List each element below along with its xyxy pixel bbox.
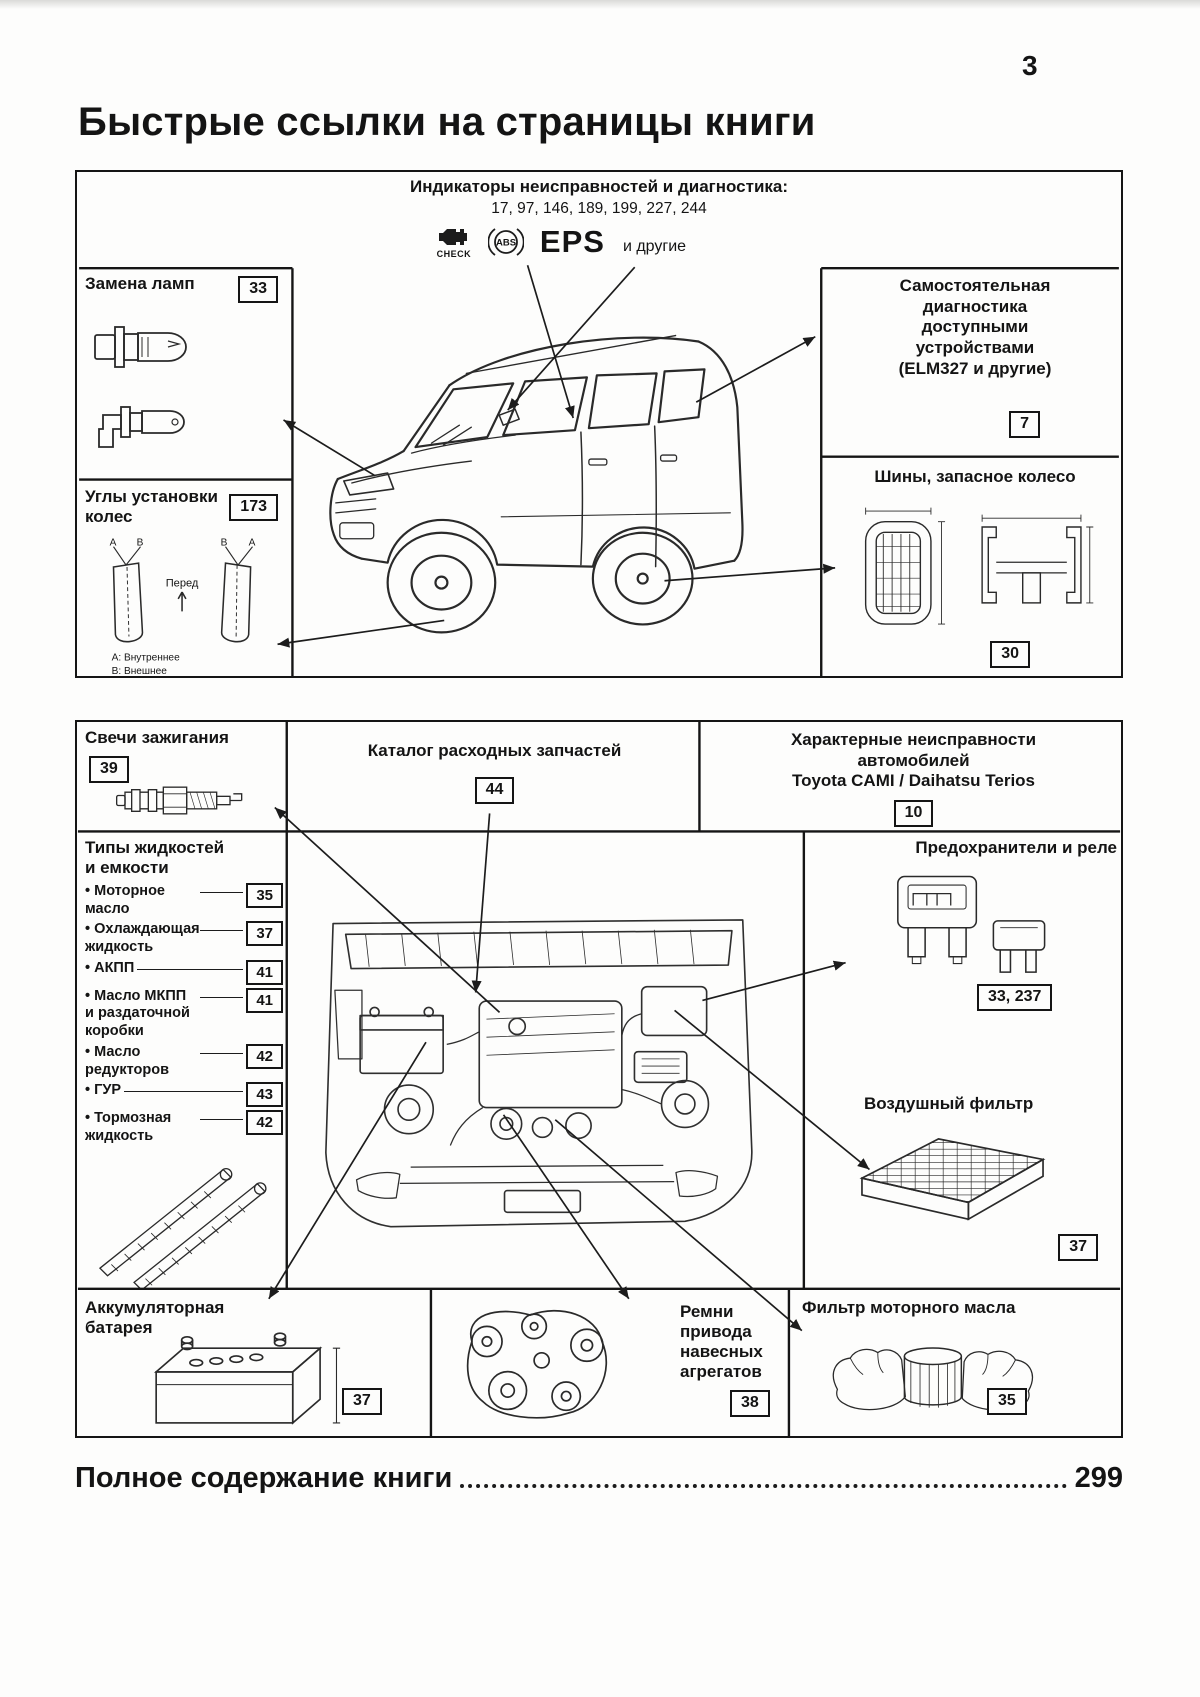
leader-line [200, 1053, 243, 1054]
indicators-icons [39, 224, 1083, 260]
self-diagnostics-line4: устройствами [915, 338, 1035, 358]
engine-bay-illustration [302, 882, 772, 1270]
fluid-page-badge: 35 [246, 883, 283, 908]
battery-title-line2: батарея [85, 1318, 153, 1338]
battery-illustration [127, 1330, 362, 1432]
fuses-page-badge: 33, 237 [977, 984, 1052, 1011]
fluid-page-badge: 42 [246, 1110, 283, 1135]
fuses-illustration [867, 868, 1072, 996]
fluid-item [85, 960, 283, 985]
drive-belts-line4: агрегатов [680, 1362, 762, 1382]
fluid-label: • Масло МКПП и раздаточной коробки [85, 988, 197, 1041]
fluids-section [77, 832, 287, 1292]
oil-filter-section [792, 1292, 1125, 1440]
fuses-and-air-filter-column [807, 832, 1125, 1292]
bottom-panel [75, 720, 1123, 1438]
parts-catalog-title: Каталог расходных запчастей [367, 741, 622, 760]
footer-contents-line [75, 1462, 1123, 1495]
air-filter-page-badge: 37 [1058, 1234, 1098, 1261]
abs-icon [488, 224, 524, 260]
indicators-pages: 17, 97, 146, 189, 199, 227, 244 [491, 200, 707, 217]
spark-plug-illustration [105, 778, 280, 828]
fluids-title-line1: Типы жидкостей [85, 838, 225, 857]
others-label: и другие [622, 238, 687, 255]
leader-line [124, 1091, 243, 1092]
self-diagnostics-page-badge: 7 [1009, 411, 1040, 438]
footer-page: 299 [1074, 1462, 1123, 1494]
self-diagnostics-line3: доступными [921, 317, 1029, 337]
leader-line [200, 930, 243, 931]
alignment-letter-a-right: A [248, 538, 256, 549]
drive-belts-title [680, 1302, 763, 1382]
abs-label: ABS [495, 237, 516, 249]
oil-filter-page-badge: 35 [987, 1388, 1027, 1415]
engine-glyph [436, 226, 472, 248]
fluid-item [85, 883, 283, 918]
fluid-label: • АКПП [85, 960, 134, 978]
spark-plugs-section [77, 722, 287, 832]
fluid-page-badge: 37 [246, 921, 283, 946]
headlight-bulbs-illustration [87, 315, 282, 473]
fluid-item [85, 1082, 283, 1107]
fluid-page-badge: 43 [246, 1082, 283, 1107]
typical-faults-line3: Toyota CAMI / Daihatsu Terios [791, 771, 1036, 791]
spark-plugs-title: Свечи зажигания [85, 728, 229, 747]
air-filter-title: Воздушный фильтр [864, 1094, 1034, 1113]
parts-catalog-page-badge: 44 [475, 777, 515, 804]
lamp-replacement-page-badge: 33 [238, 276, 278, 303]
wheel-alignment-title [85, 487, 218, 527]
wheel-alignment-title-line2: колес [85, 507, 133, 527]
leader-line [137, 969, 243, 970]
fluid-label: • Моторное масло [85, 883, 197, 918]
alignment-letter-b-right: B [220, 538, 228, 549]
wheel-alignment-diagram [81, 538, 286, 678]
fluid-label: • Охлаждающая жидкость [85, 921, 197, 956]
leader-dots [460, 1484, 1066, 1488]
fluid-page-badge: 42 [246, 1044, 283, 1069]
leader-line [200, 997, 243, 998]
leader-line [200, 892, 243, 893]
oil-filter-title: Фильтр моторного масла [802, 1298, 1016, 1317]
drive-belts-line1: Ремни [680, 1302, 734, 1321]
fluid-label: • Масло редукторов [85, 1044, 197, 1079]
self-diagnostics-line2: диагностика [922, 296, 1028, 316]
wheel-alignment-title-line1: Углы установки [85, 487, 218, 506]
fluid-item [85, 988, 283, 1041]
fluids-title-line2: и емкости [85, 858, 169, 878]
car-illustration [292, 267, 825, 680]
typical-faults-section [702, 722, 1125, 832]
footer-label: Полное содержание книги [75, 1462, 453, 1494]
page-number: 3 [1022, 50, 1038, 81]
alignment-letter-a-left: A [109, 538, 117, 549]
tires-section [825, 459, 1125, 680]
dipsticks-illustration [79, 1162, 284, 1290]
fluids-title [85, 838, 224, 878]
fluid-item [85, 921, 283, 956]
page-title: Быстрые ссылки на страницы книги [78, 100, 816, 144]
battery-title-line1: Аккумуляторная [85, 1298, 225, 1317]
air-filter-illustration [845, 1124, 1060, 1236]
drive-belts-line2: привода [680, 1322, 752, 1342]
eps-label: EPS [539, 224, 605, 259]
wheel-alignment-page-badge: 173 [229, 494, 278, 521]
self-diagnostics-line5: (ELM327 и другие) [898, 358, 1052, 378]
fluid-page-badge: 41 [246, 988, 283, 1013]
typical-faults-line2: автомобилей [857, 750, 970, 770]
indicators-header [77, 177, 1121, 260]
drive-belts-section [432, 1292, 792, 1440]
fluid-page-badge: 41 [246, 960, 283, 985]
alignment-letter-b-left: B [136, 538, 144, 549]
tires-page-badge: 30 [990, 641, 1030, 668]
spark-plugs-page-badge: 39 [89, 756, 129, 783]
parts-catalog-section [287, 722, 702, 832]
check-engine-icon [436, 226, 472, 259]
fluid-item [85, 1044, 283, 1079]
tires-title: Шины, запасное колесо [874, 467, 1076, 486]
fluid-label: • Тормозная жидкость [85, 1110, 197, 1145]
typical-faults-line1: Характерные неисправности [790, 730, 1037, 749]
drive-belts-page-badge: 38 [730, 1390, 770, 1417]
top-panel [75, 170, 1123, 678]
fluids-list [85, 880, 283, 1149]
wheel-alignment-section [77, 482, 292, 680]
alignment-front-label: Перед [165, 577, 199, 590]
lamp-replacement-title: Замена ламп [85, 274, 195, 293]
typical-faults-page-badge: 10 [894, 800, 934, 827]
self-diagnostics-section [825, 269, 1125, 459]
battery-section [77, 1292, 432, 1440]
lamp-replacement-section [77, 269, 292, 482]
indicators-title: Индикаторы неисправностей и диагностика: [409, 177, 789, 196]
drive-belts-line3: навесных [680, 1342, 763, 1362]
battery-page-badge: 37 [342, 1388, 382, 1415]
fuses-title: Предохранители и реле [915, 838, 1117, 857]
check-engine-label: CHECK [436, 248, 472, 259]
fluid-item [85, 1110, 283, 1145]
self-diagnostics-title [825, 276, 1125, 380]
leader-line [200, 1119, 243, 1120]
fluid-label: • ГУР [85, 1082, 121, 1100]
alignment-legend-outer: B: Внешнее [111, 666, 167, 678]
alignment-legend-inner: A: Внутреннее [111, 652, 180, 664]
drive-belt-illustration [444, 1300, 644, 1432]
tire-and-rim-illustration [833, 497, 1118, 647]
self-diagnostics-line1: Самостоятельная [899, 276, 1051, 295]
